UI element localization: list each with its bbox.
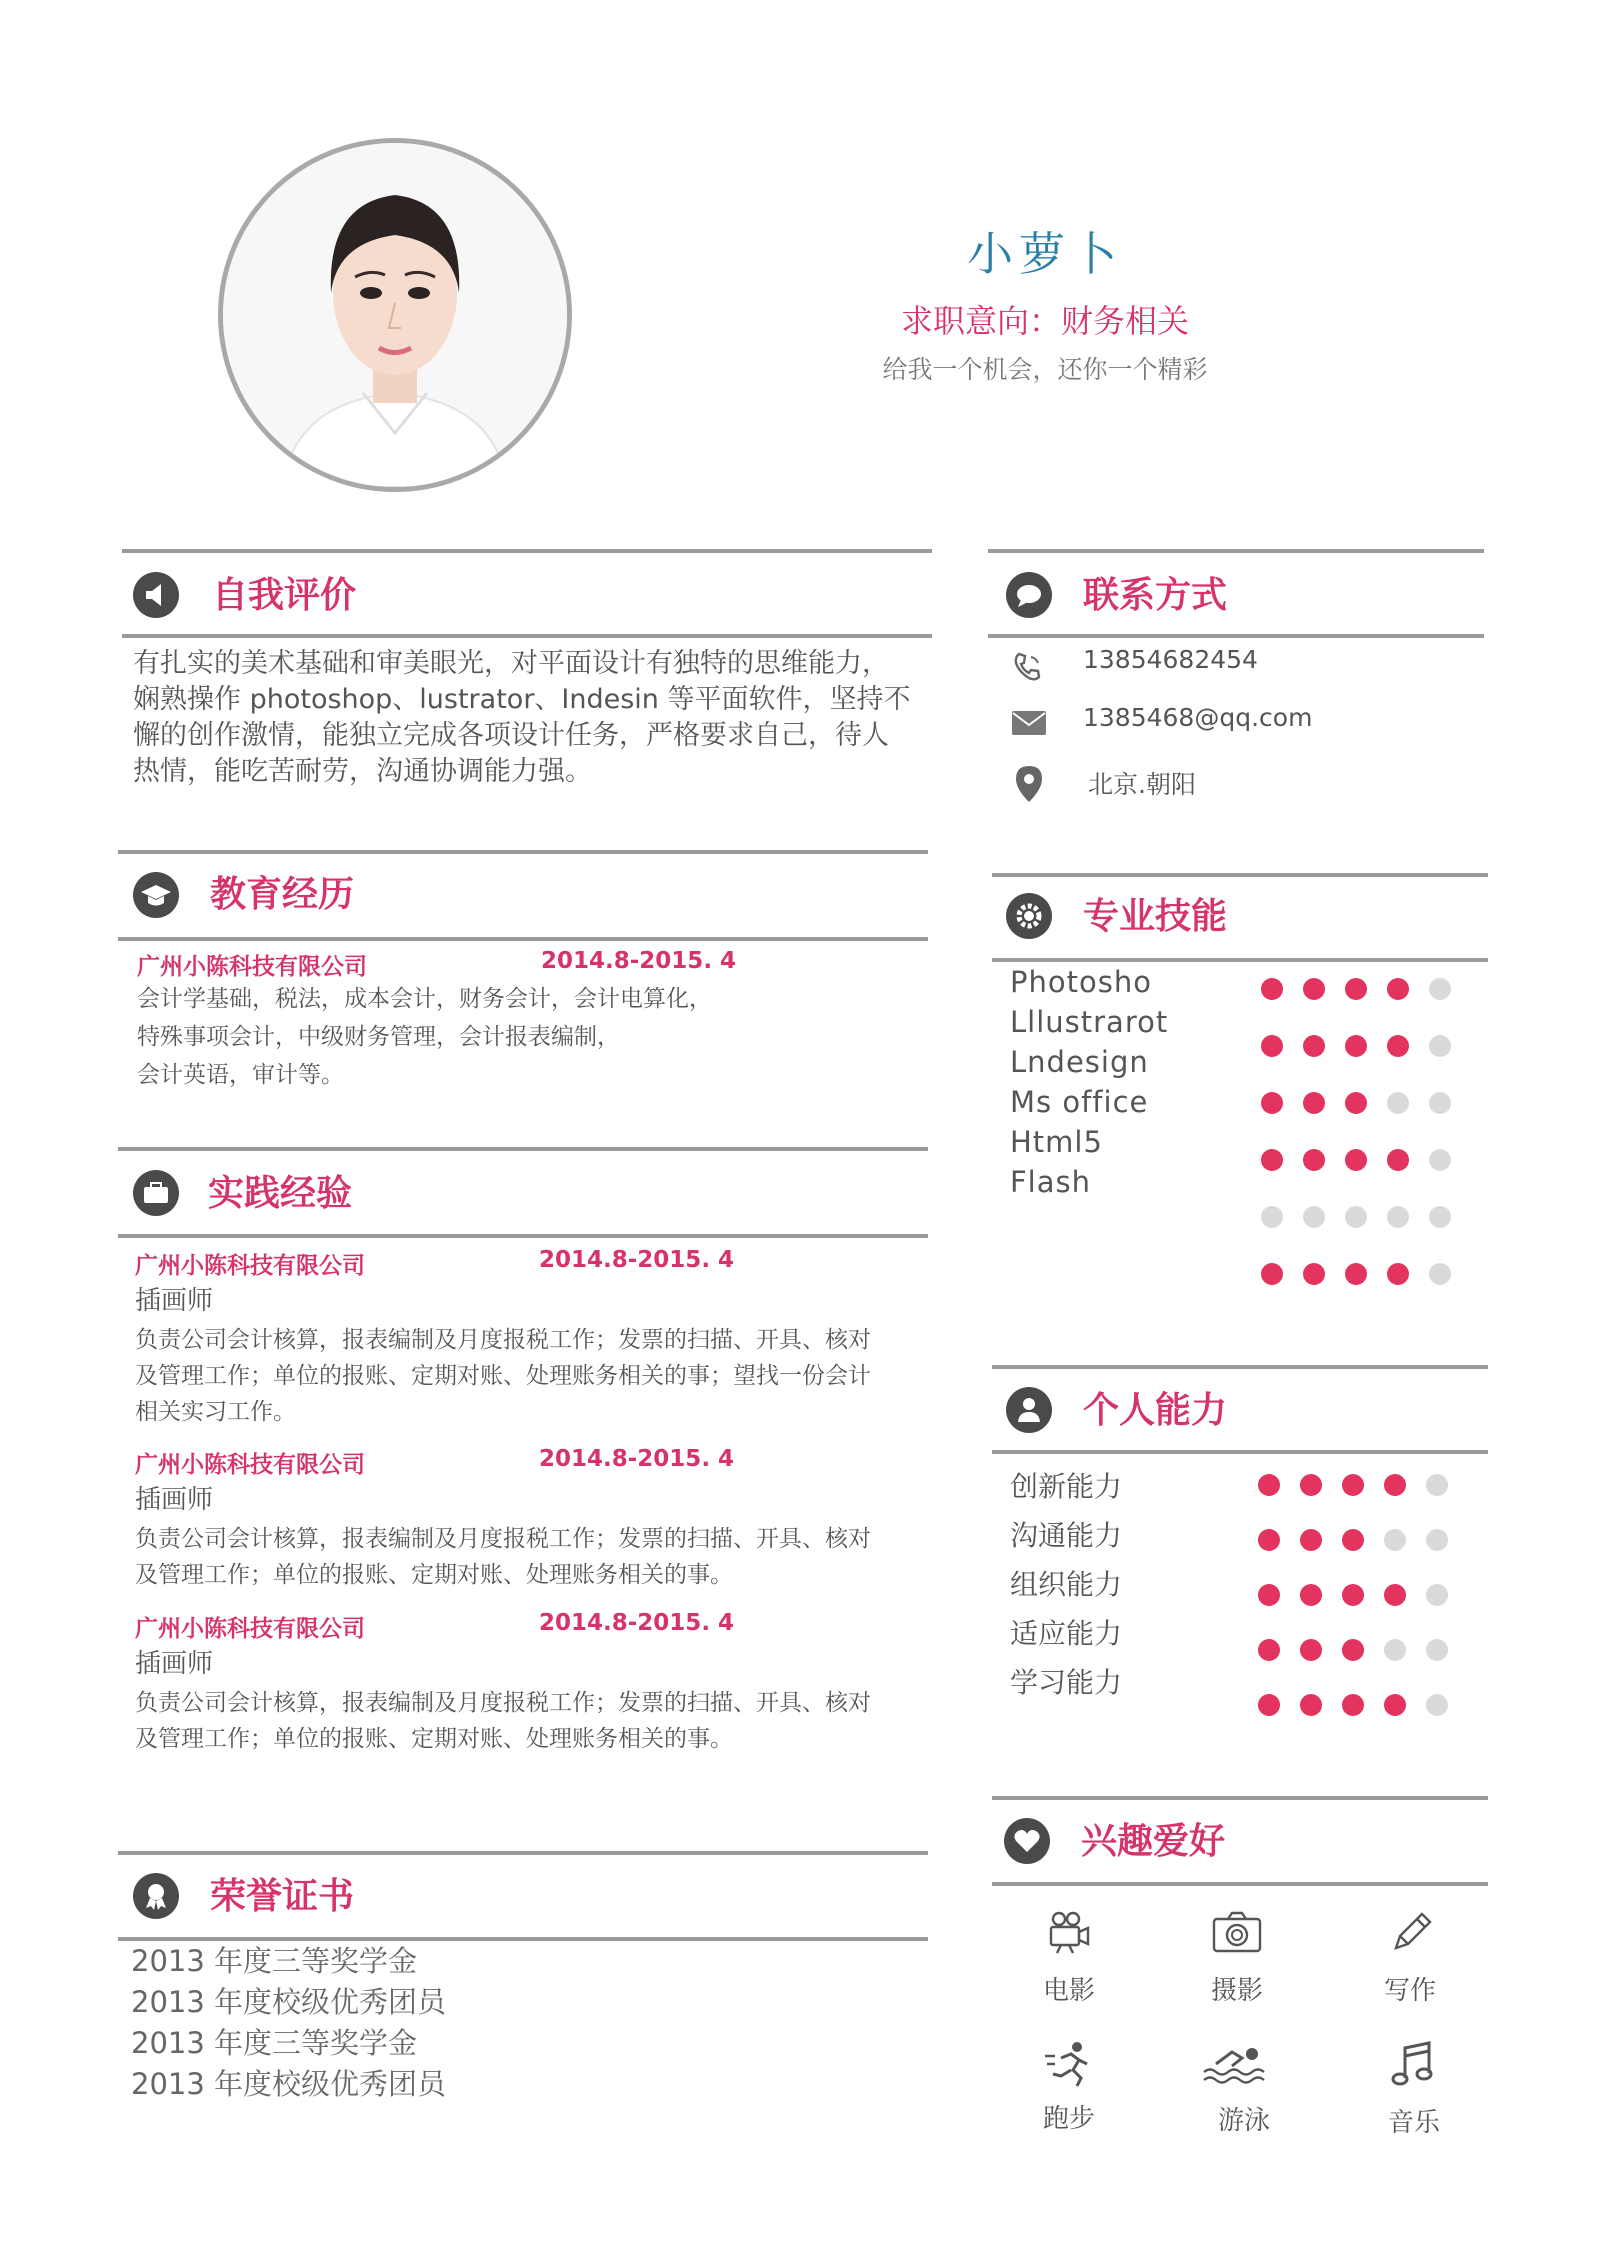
practice-line: 及管理工作；单位的报账、定期对账、处理账务相关的事；望找一份会计	[135, 1363, 871, 1389]
rating-dot	[1342, 1529, 1364, 1551]
section-divider-bottom	[118, 937, 928, 941]
hobby-label: 游泳	[1217, 2106, 1270, 2136]
education-date: 2014.8-2015. 4	[541, 948, 737, 974]
contact-title: 联系方式	[1083, 575, 1228, 616]
practice-company: 广州小陈科技有限公司	[135, 1616, 365, 1642]
rating-dot	[1300, 1584, 1322, 1606]
music-note-icon	[1390, 2040, 1436, 2094]
rating-dot	[1384, 1694, 1406, 1716]
education-courses	[137, 980, 917, 1094]
rating-dot	[1387, 1149, 1409, 1171]
education-line: 特殊事项会计，中级财务管理，会计报表编制，	[137, 1024, 620, 1050]
ability-name: 沟通能力	[1010, 1519, 1123, 1552]
practice-desc	[135, 1521, 935, 1593]
rating-dot	[1345, 1149, 1367, 1171]
rating-dot	[1429, 1206, 1451, 1228]
person-icon	[1006, 1387, 1052, 1433]
section-divider-bottom	[122, 634, 932, 638]
section-divider-bottom	[988, 634, 1484, 638]
education-line: 会计学基础，税法，成本会计，财务会计，会计电算化，	[137, 986, 712, 1012]
rating-dot	[1426, 1474, 1448, 1496]
section-divider-top	[122, 549, 932, 553]
practice-role: 插画师	[135, 1649, 214, 1679]
rating-dot	[1345, 1206, 1367, 1228]
practice-line: 相关实习工作。	[135, 1399, 296, 1425]
rating-dot	[1303, 978, 1325, 1000]
hobby-label: 跑步	[1042, 2104, 1095, 2134]
camera-icon	[1212, 1910, 1262, 1958]
honor-item: 2013 年度校级优秀团员	[131, 2067, 447, 2101]
abilities-title: 个人能力	[1083, 1390, 1228, 1431]
rating-dot	[1303, 1092, 1325, 1114]
practice-company: 广州小陈科技有限公司	[135, 1452, 365, 1478]
rating-dot	[1261, 1263, 1283, 1285]
rating-dot	[1384, 1474, 1406, 1496]
rating-dot	[1387, 1035, 1409, 1057]
practice-line: 负责公司会计核算，报表编制及月度报税工作；发票的扫描、开具、核对	[135, 1327, 871, 1353]
rating-dot	[1342, 1694, 1364, 1716]
section-divider-top	[992, 873, 1488, 877]
honor-item: 2013 年度三等奖学金	[131, 2026, 418, 2060]
skill-name: Lllustrarot	[1010, 1005, 1169, 1039]
megaphone-icon	[133, 572, 179, 618]
practice-role: 插画师	[135, 1286, 214, 1316]
envelope-icon	[1011, 710, 1047, 740]
section-divider-top	[118, 850, 928, 854]
rating-dot	[1342, 1474, 1364, 1496]
education-line: 会计英语，审计等。	[137, 1062, 344, 1088]
rating-dot	[1345, 978, 1367, 1000]
section-divider-bottom	[992, 1450, 1488, 1454]
section-divider-bottom	[118, 1234, 928, 1238]
rating-dot	[1261, 1035, 1283, 1057]
section-divider-top	[988, 549, 1484, 553]
section-divider-top	[118, 1851, 928, 1855]
ability-name: 学习能力	[1010, 1666, 1123, 1699]
phone-icon	[1011, 650, 1045, 688]
hobby-label: 电影	[1042, 1976, 1095, 2006]
rating-dot	[1261, 1149, 1283, 1171]
honor-item: 2013 年度三等奖学金	[131, 1944, 418, 1978]
rating-dot	[1258, 1639, 1280, 1661]
skills-title: 专业技能	[1083, 896, 1228, 937]
rating-dot	[1429, 1035, 1451, 1057]
rating-dot	[1300, 1529, 1322, 1551]
award-ribbon-icon	[133, 1873, 179, 1919]
ability-name: 组织能力	[1010, 1568, 1123, 1601]
self-eval-line: 懈的创作激情，能独立完成各项设计任务，严格要求自己，待人	[133, 720, 889, 751]
self-eval-line: 有扎实的美术基础和审美眼光，对平面设计有独特的思维能力，	[133, 648, 889, 679]
rating-dot	[1258, 1584, 1280, 1606]
gear-icon	[1006, 893, 1052, 939]
rating-dot	[1429, 1263, 1451, 1285]
rating-dot	[1261, 1206, 1283, 1228]
rating-dot	[1429, 1149, 1451, 1171]
practice-line: 及管理工作；单位的报账、定期对账、处理账务相关的事。	[135, 1726, 733, 1752]
practice-desc	[135, 1322, 935, 1430]
job-intent: 求职意向：财务相关	[900, 302, 1189, 340]
education-title: 教育经历	[210, 874, 355, 915]
rating-dot	[1342, 1584, 1364, 1606]
rating-dot	[1426, 1584, 1448, 1606]
pencil-icon	[1388, 1910, 1434, 1960]
movie-camera-icon	[1045, 1908, 1093, 1960]
practice-company: 广州小陈科技有限公司	[135, 1253, 365, 1279]
practice-role: 插画师	[135, 1485, 214, 1515]
practice-desc	[135, 1685, 935, 1757]
motto: 给我一个机会，还你一个精彩	[882, 355, 1208, 384]
rating-dot	[1300, 1694, 1322, 1716]
portrait-image	[223, 143, 567, 487]
skill-names	[1010, 962, 1168, 1202]
ability-names	[1010, 1462, 1122, 1707]
self-eval-line: 娴熟操作 photoshop、lustrator、Indesin 等平面软件，坚持不	[133, 684, 911, 715]
practice-line: 及管理工作；单位的报账、定期对账、处理账务相关的事。	[135, 1562, 733, 1588]
rating-dot	[1261, 978, 1283, 1000]
hobbies-title: 兴趣爱好	[1081, 1821, 1226, 1862]
self-eval-text	[133, 646, 933, 790]
rating-dot	[1384, 1584, 1406, 1606]
practice-line: 负责公司会计核算，报表编制及月度报税工作；发票的扫描、开具、核对	[135, 1526, 871, 1552]
phone-number: 13854682454	[1083, 645, 1258, 674]
ability-name: 创新能力	[1010, 1470, 1123, 1503]
section-divider-top	[992, 1796, 1488, 1800]
honors-title: 荣誉证书	[210, 1876, 355, 1917]
rating-dot	[1345, 1035, 1367, 1057]
graduation-cap-icon	[133, 872, 179, 918]
rating-dot	[1426, 1639, 1448, 1661]
rating-dot	[1384, 1529, 1406, 1551]
ability-name: 适应能力	[1010, 1617, 1123, 1650]
skill-name: Html5	[1010, 1125, 1103, 1159]
heart-icon	[1004, 1818, 1050, 1864]
rating-dot	[1300, 1639, 1322, 1661]
chat-bubble-icon	[1006, 572, 1052, 618]
section-divider-bottom	[992, 1882, 1488, 1886]
rating-dot	[1426, 1529, 1448, 1551]
rating-dot	[1258, 1474, 1280, 1496]
rating-dot	[1303, 1035, 1325, 1057]
rating-dot	[1345, 1263, 1367, 1285]
rating-dot	[1303, 1206, 1325, 1228]
hobby-label: 写作	[1383, 1976, 1436, 2006]
rating-dot	[1429, 1092, 1451, 1114]
rating-dot	[1258, 1694, 1280, 1716]
rating-dot	[1261, 1092, 1283, 1114]
hobby-label: 摄影	[1210, 1976, 1263, 2006]
skill-name: Ms office	[1010, 1085, 1149, 1119]
skill-name: Photosho	[1010, 965, 1152, 999]
practice-date: 2014.8-2015. 4	[539, 1247, 735, 1273]
practice-title: 实践经验	[208, 1173, 353, 1214]
location-pin-icon	[1013, 764, 1045, 808]
self-eval-line: 热情，能吃苦耐劳，沟通协调能力强。	[133, 756, 592, 787]
rating-dot	[1384, 1639, 1406, 1661]
rating-dot	[1387, 978, 1409, 1000]
rating-dot	[1387, 1206, 1409, 1228]
self-eval-title: 自我评价	[212, 575, 357, 616]
rating-dot	[1429, 978, 1451, 1000]
running-icon	[1043, 2040, 1097, 2092]
skill-name: Lndesign	[1010, 1045, 1149, 1079]
skill-name: Flash	[1010, 1165, 1091, 1199]
rating-dot	[1258, 1529, 1280, 1551]
address: 北京.朝阳	[1088, 770, 1196, 799]
rating-dot	[1303, 1149, 1325, 1171]
email-address: 1385468@qq.com	[1083, 703, 1313, 732]
swimming-icon	[1200, 2040, 1272, 2092]
education-company: 广州小陈科技有限公司	[137, 954, 367, 980]
hobby-label: 音乐	[1387, 2108, 1440, 2138]
avatar-photo	[218, 138, 572, 492]
honor-item: 2013 年度校级优秀团员	[131, 1985, 447, 2019]
rating-dot	[1426, 1694, 1448, 1716]
practice-date: 2014.8-2015. 4	[539, 1610, 735, 1636]
rating-dot	[1342, 1639, 1364, 1661]
rating-dot	[1300, 1474, 1322, 1496]
rating-dot	[1387, 1263, 1409, 1285]
rating-dot	[1303, 1263, 1325, 1285]
candidate-name: 小萝卜	[967, 227, 1123, 281]
rating-dot	[1387, 1092, 1409, 1114]
rating-dot	[1345, 1092, 1367, 1114]
section-divider	[118, 1147, 928, 1151]
practice-date: 2014.8-2015. 4	[539, 1446, 735, 1472]
section-divider-top	[992, 1365, 1488, 1369]
briefcase-icon	[133, 1170, 179, 1216]
honors-list	[131, 1941, 446, 2105]
practice-line: 负责公司会计核算，报表编制及月度报税工作；发票的扫描、开具、核对	[135, 1690, 871, 1716]
